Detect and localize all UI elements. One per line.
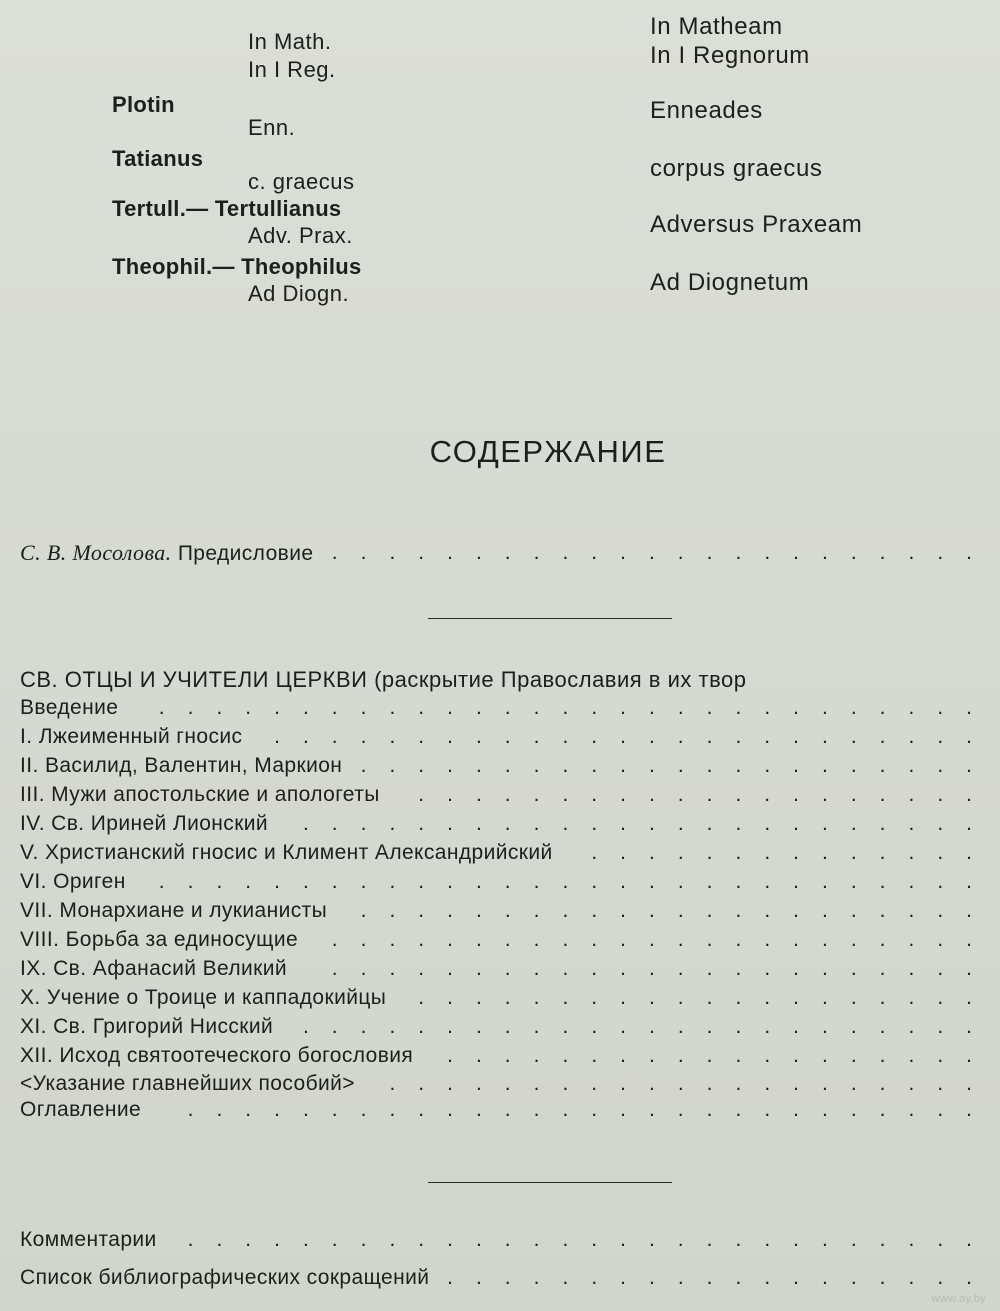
toc-entry-text: Введение [20, 696, 119, 719]
toc-entry-text: X. Учение о Троице и каппадокийцы [20, 986, 387, 1009]
toc-entry [20, 1264, 995, 1292]
toc-entry-text: II. Василид, Валентин, Маркион [20, 754, 343, 777]
watermark: www.ay.by [931, 1293, 986, 1305]
toc-entry [20, 868, 995, 896]
abbreviation-full: Ad Diognetum [650, 269, 810, 296]
leader-dots: ............................ [187, 1228, 995, 1251]
abbreviation-row [0, 196, 1000, 256]
leader-dots: ....................... [331, 928, 995, 951]
separator-rule [428, 618, 672, 619]
leader-dots: ............................. [158, 870, 995, 893]
leader-dots: ............................ [187, 1098, 995, 1121]
toc-entry [20, 1096, 995, 1124]
preface-title: Предисловие [177, 542, 314, 565]
leader-dots: ............................. [158, 696, 995, 719]
leader-dots: .................... [418, 986, 995, 1009]
toc-entry-text: III. Мужи апостольские и апологеты [20, 783, 380, 806]
separator-rule [428, 1182, 672, 1183]
toc-entry [20, 955, 995, 983]
leader-dots: ........................ [302, 812, 995, 835]
toc-entry [20, 984, 995, 1012]
toc-entry [20, 1013, 995, 1041]
toc-entry-text: VII. Монархиане и лукианисты [20, 899, 328, 922]
abbreviation-short: c. graecus [248, 169, 355, 194]
toc-entry-text: Список библиографических сокращений [20, 1266, 430, 1289]
toc-entry-text: IV. Св. Ириней Лионский [20, 812, 269, 835]
toc-entry-text: IX. Св. Афанасий Великий [20, 957, 287, 980]
leader-dots: ................... [447, 1266, 995, 1289]
abbreviation-term: Theophil.— Theophilus [112, 254, 362, 279]
abbreviation-term: Tatianus [112, 146, 204, 171]
abbreviation-full: Adversus Praxeam [650, 211, 863, 238]
abbreviation-row [0, 254, 1000, 314]
abbreviation-short: Adv. Prax. [248, 223, 353, 248]
abbreviation-full: corpus graecus [650, 155, 823, 182]
toc-entry [20, 810, 995, 838]
toc-entry [20, 1226, 995, 1254]
abbreviation-short: Enn. [248, 115, 296, 140]
toc-entry-text: VI. Ориген [20, 870, 126, 893]
toc-entry-text: Оглавление [20, 1098, 142, 1121]
leader-dots: .............. [591, 841, 995, 864]
toc-entry-text: VIII. Борьба за единосущие [20, 928, 299, 951]
leader-dots: ....................... [331, 957, 995, 980]
abbreviation-short: Ad Diogn. [248, 281, 350, 306]
toc-entry-text: Комментарии [20, 1228, 157, 1251]
toc-entry-preface [20, 539, 995, 567]
leader-dots: ......................... [274, 725, 995, 748]
toc-entry-text: V. Христианский гносис и Климент Александрийский [20, 841, 553, 864]
contents-heading: СОДЕРЖАНИЕ [429, 434, 667, 469]
toc-entry-text: <Указание главнейших пособий> [20, 1072, 355, 1095]
toc-entry-text: XI. Св. Григорий Нисский [20, 1015, 274, 1038]
toc-entry-text: I. Лжеименный гносис [20, 725, 243, 748]
abbreviation-row [0, 92, 1000, 152]
toc-entry [20, 926, 995, 954]
preface-author: С. В. Мосолова. [20, 540, 172, 565]
abbreviation-short-line: In Math. In I Reg. [248, 29, 336, 82]
toc-entry-text [20, 542, 319, 565]
toc-entry [20, 694, 995, 722]
abbreviation-full-line: In Matheam In I Regnorum [650, 13, 810, 69]
leader-dots: ...................... [360, 754, 995, 777]
toc-entry [20, 897, 995, 925]
toc-entry [20, 781, 995, 809]
toc-entry [20, 1042, 995, 1070]
leader-dots: ..................... [389, 1072, 995, 1095]
abbreviation-full [650, 12, 810, 70]
section-title: СВ. ОТЦЫ И УЧИТЕЛИ ЦЕРКВИ (раскрытие Православия в их твор [20, 667, 747, 692]
abbreviation-short [248, 28, 336, 84]
leader-dots: ....................... [331, 541, 995, 564]
abbreviation-full: Enneades [650, 97, 763, 124]
toc-entry-text: XII. Исход святоотеческого богословия [20, 1044, 414, 1067]
toc-entry [20, 839, 995, 867]
abbreviations-list [0, 0, 1000, 320]
toc-entry [20, 752, 995, 780]
leader-dots: ................... [447, 1044, 995, 1067]
leader-dots: ........................ [302, 1015, 995, 1038]
toc-entry [20, 1070, 995, 1098]
abbreviation-term: Tertull.— Tertullianus [112, 196, 342, 221]
leader-dots: ...................... [360, 899, 995, 922]
abbreviation-term: Plotin [112, 92, 175, 117]
toc-entry [20, 723, 995, 751]
leader-dots: .................... [418, 783, 995, 806]
abbreviation-row [0, 13, 1000, 88]
